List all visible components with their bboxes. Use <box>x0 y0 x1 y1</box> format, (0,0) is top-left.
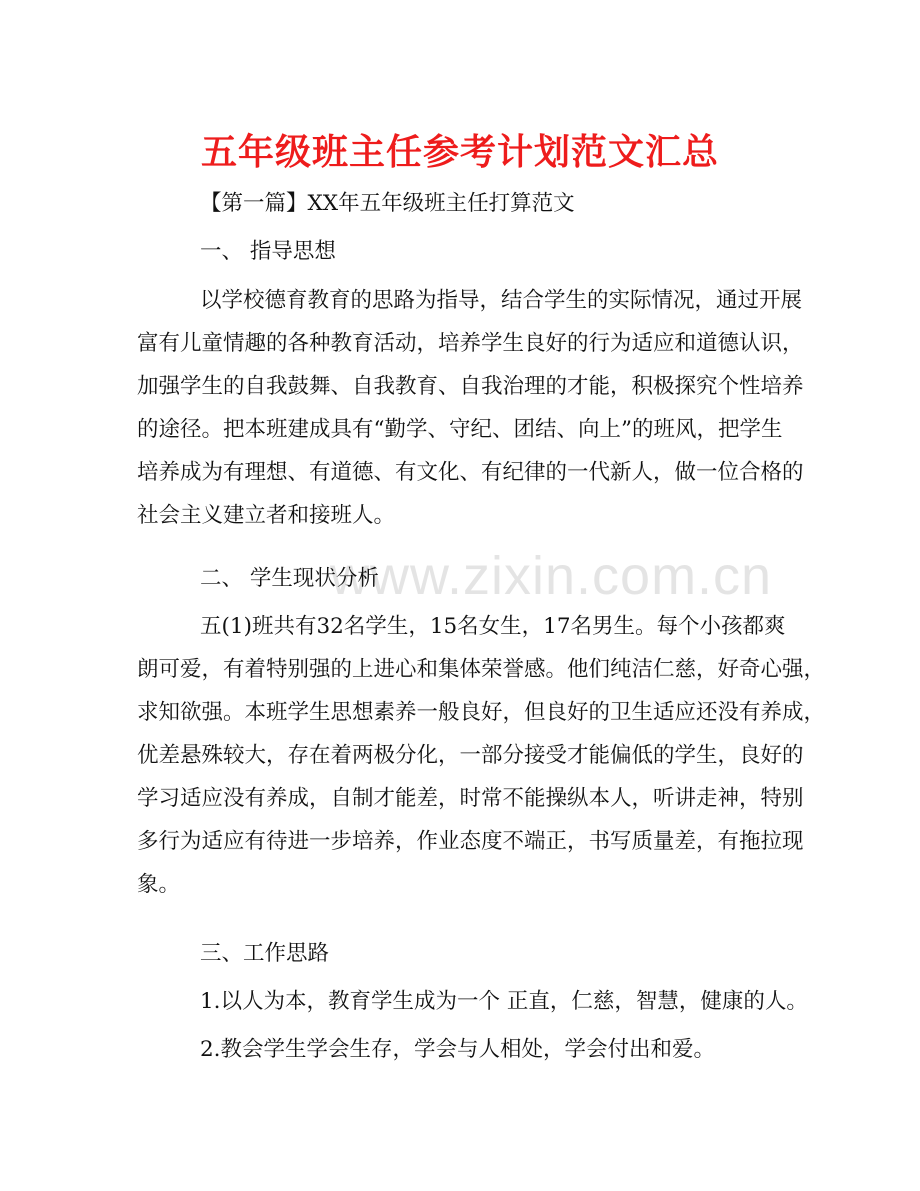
paragraph-line: 加强学生的自我鼓舞、自我教育、自我治理的才能，积极探究个性培养 <box>137 374 804 399</box>
watermark: www.zixin.com.cn <box>330 546 773 606</box>
paragraph-line: 优差悬殊较大，存在着两极分化，一部分接受才能偏低的学生，良好的 <box>137 743 804 768</box>
paragraph-line: 求知欲强。本班学生思想素养一般良好，但良好的卫生适应还没有养成， <box>137 700 826 725</box>
paragraph-line: 的途径。把本班建成具有“勤学、守纪、团结、向上”的班风，把学生 <box>137 417 783 442</box>
section-heading-2: 二、 学生现状分析 <box>200 566 379 591</box>
paragraph-line: 社会主义建立者和接班人。 <box>137 503 396 528</box>
paragraph-line: 五(1)班共有32名学生，15名女生，17名男生。每个小孩都爽 <box>200 614 786 639</box>
list-item: 1.以人为本，教育学生成为一个 正直，仁慈，智慧，健康的人。 <box>200 989 808 1014</box>
paragraph-line: 象。 <box>137 872 181 897</box>
section-heading-1: 一、 指导思想 <box>200 239 336 264</box>
paragraph-line: 学习适应没有养成，自制才能差，时常不能操纵本人，听讲走神，特别 <box>137 786 804 811</box>
paragraph-line: 富有儿童情趣的各种教育活动，培养学生良好的行为适应和道德认识， <box>137 331 804 356</box>
paragraph-line: 以学校德育教育的思路为指导，结合学生的实际情况，通过开展 <box>200 288 803 313</box>
paragraph-line: 培养成为有理想、有道德、有文化、有纪律的一代新人，做一位合格的 <box>137 460 804 485</box>
paragraph-line: 朗可爱，有着特别强的上进心和集体荣誉感。他们纯洁仁慈，好奇心强， <box>137 657 826 682</box>
document-subtitle: 【第一篇】XX年五年级班主任打算范文 <box>200 191 575 216</box>
page-title: 五年级班主任参考计划范文汇总 <box>200 132 719 173</box>
section-heading-3: 三、工作思路 <box>200 941 330 966</box>
list-item: 2.教会学生学会生存，学会与人相处，学会付出和爱。 <box>200 1037 716 1062</box>
paragraph-line: 多行为适应有待进一步培养，作业态度不端正，书写质量差，有拖拉现 <box>137 829 804 854</box>
